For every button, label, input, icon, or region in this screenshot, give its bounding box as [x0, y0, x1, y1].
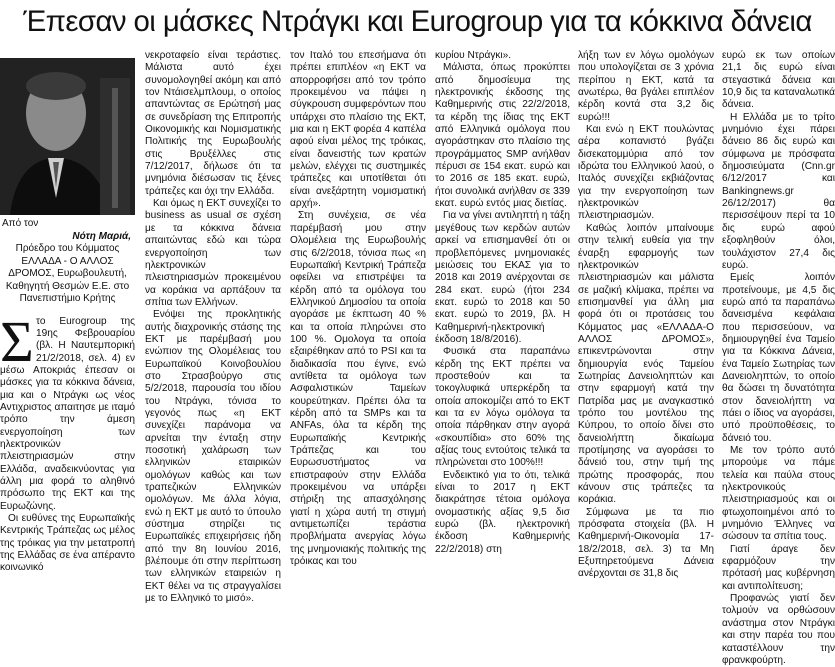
paragraph: Εμείς λοιπόν προτείνουμε, με 4,5 δις ευρώ από τα παραπάνω δανεισμένα κεφάλαια που περισσεύουν, να δημιουργηθεί ένα Ταμείο για τα Κόκκινα Δάνεια, ένα Ταμείο Σωτηρίας των Δανειοληπτών, το οποίο θα δώσει τη δυνατότητα στον δανειολήπτη να πάει ο ίδιος να αγοράσει, υπό προϋποθέσεις, το δάνειό του. — [722, 272, 835, 444]
paragraph: λήξη των εν λόγω ομολόγων που υπολογίζεται σε 3 χρόνια περίπου η ΕΚΤ, κατά τα ανωτέρω, θα βγάλει επιπλέον κέρδη κοντά στα 3,2 δις ευρώ!!! — [578, 50, 714, 123]
author-portrait-icon — [0, 58, 135, 215]
headline: Έπεσαν οι μάσκες Ντράγκι και Eurogroup για τα κόκκινα δάνεια — [23, 5, 812, 38]
paragraph: ευρώ εκ των οποίων 21,1 δις ευρώ είναι στεγαστικά δάνεια και 10,9 δις τα καταναλωτικά δάνεια. — [722, 50, 835, 111]
paragraph: το Eurogroup της 19ης Φεβρουαρίου (βλ. Η Ναυτεμπορική 21/2/2018, σελ. 4) εν μέσω Αποκριάς έπεσαν οι μάσκες για τα κόκκινα δάνεια, μια και ο Ντράγκι ως νέος Αντιχριστος απαιτησε με ιταμό τρόπο την άμεση ενεργοποίηση των ηλεκτρονικών πλειστηριασμών στην Ελλάδα, αναδεικνύοντας για άλλη μια φορά το αληθινό πρόσωπο της ΕΚΤ και της Ευρωζώνης. — [0, 315, 135, 512]
paragraph: Γιατί άραγε δεν εφαρμόζουν την πρότασή μας κυβέρνηση και αντιπολίτευση; — [722, 543, 835, 592]
paragraph: Για να γίνει αντιληπτή η τάξη μεγέθους των κερδών αυτών αρκεί να επισημανθεί ότι οι προβλεπόμενες μνημονιακές μειώσεις του ΕΚΑΣ για το 2018 και 2019 ανέρχονται σε 284 εκατ. ευρώ (ήτοι 234 εκατ. ευρώ το 2018 και 50 εκατ. ευρώ το 2019, βλ. Η Καθημερινή-ηλεκτρονική έκδοση 18/8/2016). — [435, 210, 570, 345]
paragraph: Μάλιστα, όπως προκύπτει από δημοσίευμα της ηλεκτρονικής έκδοσης της Καθημερινής στις 22/2/2018, τα κέρδη της ίδιας της ΕΚΤ από Ελληνικά ομόλογα που αγοράστηκαν στο πλαίσιο της προγράμματος SMP ανήλθαν πέρυσι σε 154 εκατ. ευρώ και το 2016 σε 185 εκατ. ευρώ, ήτοι συνολικά ανήλθαν σε 339 εκατ. ευρώ εντός μιας διετίας. — [435, 62, 570, 210]
column-4 — [435, 50, 570, 599]
article-start — [0, 308, 135, 575]
column-3 — [290, 50, 426, 599]
paragraph: Και όμως η ΕΚΤ συνεχίζει το business as usual σε σχέση με τα κόκκινα δάνεια απαιτώντας εδώ και τώρα ενεργοποίηση των ηλεκτρονικών πλειστηριασμών προκειμένου να κοράκια να αρπάξουν τα σπίτια των Ελλήνων. — [145, 198, 281, 308]
paragraph: τον Ιταλό του επεσήμανα ότι πρέπει επιπλέον «η ΕΚΤ να απορροφήσει από τον τρόπο προκειμένου να πάψει η σύγκρουση συμφερόντων που υπάρχει στο πλαίσιο της ΕΚΤ, μια και η ΕΚΤ φορέα 4 καπέλα αφού είναι μέλος της τρόικας, είναι δανειστής των κρατών μελών, ελέγχει τις συστημικές τράπεζες και υποτίθεται ότι είναι ανεξάρτητη νομισματική αρχή». — [290, 50, 426, 210]
paragraph: Σύμφωνα με τα πιο πρόσφατα στοιχεία (βλ. Η Καθημερινή-Οικονομία 17-18/2/2018, σελ. 3) τα Μη Εξυπηρετούμενα Δάνεια ανέρχονται σε 31,8 δις — [578, 506, 714, 580]
paragraph: Με τον τρόπο αυτό μπορούμε να πάμε τελεία και παύλα στους ηλεκτρονικούς πλειστηριασμούς και οι φτωχοποιημένοι από το μνημόνιο Έλληνες να σώσουν τα σπίτια τους. — [722, 445, 835, 543]
paragraph: Στη συνέχεια, σε νέα παρέμβασή μου στην Ολομέλεια της Ευρωβουλής στις 6/2/2018, τόνισα πως «η Ευρωπαϊκή Κεντρική Τράπεζα οφείλει να επιστρέψει τα κέρδη από τα ομόλογα του Ελληνικού Δημοσίου τα οποία αγοράσε με έκπτωση 40 % και τα οποία πληρώνει στο 100 %. Ομολογα τα οποία εξαιρέθηκαν από το PSI και τα διαδικασία που έγινε, ενώ αντίθετα τα ομόλογα των Ασφαλιστικών Ταμείων κουρεύτηκαν. Πρέπει όλα τα κέρδη από τα SMPs και τα ANFAs, όλα τα κέρδη της Ευρωπαϊκής Κεντρικής Τράπεζας και του Ευρωσυστήματος να επιστραφούν στην Ελλάδα προκειμένου να υπάρξει στήριξη της απασχόλησης γιατί η χώρα αυτή τη στιγμή αντιμετωπίζει τεράστια προβλήματα ανεργίας λόγω της μνημονιακής πολιτικής της τρόικας και του — [290, 210, 426, 568]
paragraph: Προφανώς γιατί δεν τολμούν να ορθώσουν ανάστημα στον Ντράγκι και στην παρέα του που καταστέλλουν την φρανκφούρτη. — [722, 593, 835, 666]
paragraph: Οι ευθύνες της Ευρωπαϊκής Κεντρικής Τράπεζας ως μέλος της τρόικας για την μετατροπή της Ελλάδας σε ένα απέραντο κοινωνικό — [0, 513, 135, 574]
paragraph: Και ενώ η ΕΚΤ πουλώντας αέρα κοπανιστό βγάζει δισεκατομμύρια από τον ιδρώτα του Ελληνικού λαού, ο Ιταλός συνεχίζει εκβιάζοντας για την ενεργοποίηση των ηλεκτρονικών πλειστηριασμών. — [578, 124, 714, 222]
author-role: Πρόεδρο του Κόμματος ΕΛΛΑΔΑ - Ο ΑΛΛΟΣ ΔΡΟΜΟΣ, Ευρωβουλευτή, Καθηγητή Θεσμών Ε.Ε. στο Πανεπιστήμιο Κρήτης — [5, 243, 130, 304]
paragraph: Φυσικά στα παραπάνω κέρδη της ΕΚΤ πρέπει να προστεθούν και τα τοκογλυφικά υπερκέρδη τα οποία αποκομίζει από το ΕΚΤ και τα εν λόγω ομόλογα τα οποία πάρθηκαν στην αγορά «σκουπίδια» στο 60% της αξίας τους εντούτοις τελικά τα πληρώνεται στο 100%!!! — [435, 346, 570, 469]
paragraph: Καθώς λοιπόν μπαίνουμε στην τελική ευθεία για την έναρξη εφαρμογής των ηλεκτρονικών πλειστηριασμών και μάλιστα σε μαζική κλίμακα, πρέπει να επισημανθεί για άλλη μια φορά ότι οι προτάσεις του Κόμματος μας «ΕΛΛΑΔΑ-Ο ΑΛΛΟΣ ΔΡΟΜΟΣ», επικεντρώνονται στην δημιουργία ενός Ταμείου Σωτηρίας Δανειοληπτών και στην εφαρμογή κατά την Πατρίδα μας με αναγκαστικό τρόπο του μοντέλου της Κύπρου, το οποίο δίνει στο δανειολήπτη δικαίωμα προτίμησης να αγοράσει το δάνειό του, στην τιμή της πρώτης προσφοράς, που κάνουν στις τράπεζες τα κοράκια. — [578, 222, 714, 506]
paragraph: νεκροταφείο είναι τεράστιες. Μάλιστα αυτό έχει συνομολογηθεί ακόμη και από τον Ντάισελμπλουμ, ο οποίος απαντώντας σε Ερώτησή μας σε συνεδρίαση της Επιτροπής Οικονομικής και Νομισματικής Πολιτικής της Ευρωβουλής στις Βρυξέλλες στις 7/12/2017, δήλωσε ότι τα μνημόνια διέσωσαν τις ξένες τράπεζες και όχι την Ελλάδα. — [145, 50, 281, 197]
paragraph: Ενδεικτικό για το ότι, τελικά είναι το 2017 η ΕΚΤ διακράτησε τέτοια ομόλογα ονομαστικής αξίας 9,5 δισ ευρώ (βλ. ηλεκτρονική έκδοση Καθημερινής 22/2/2018) στη — [435, 469, 570, 555]
caption-from: Από τον — [2, 218, 39, 229]
column-6 — [722, 50, 835, 666]
paragraph: Η Ελλάδα με το τρίτο μνημόνιο έχει πάρει δάνειο 86 δις ευρώ και σύμφωνα με πρόσφατα δημοσιεύματα (Cnn.gr 6/12/2017 και Bankingnews.gr 26/12/2017) θα περισσέψουν περί τα 10 δις ευρώ αφού εξοφληθούν όλοι, τουλάχιστον 27,4 δις ευρώ. — [722, 111, 835, 271]
author-name: Νότη Μαριά, — [72, 231, 131, 242]
column-5 — [578, 50, 714, 599]
paragraph: Ενόψει της προκλητικής αυτής διαχρονικής στάσης της ΕΚΤ με παρέμβασή μου ενώπιον της Ολομέλειας του Ευρωπαϊκού Κοινοβουλίου στο Στρασβούργο στις 5/2/2018, παρουσία του ιδίου του Ντράγκι, τόνισα το γεγονός πως «η ΕΚΤ συνεχίζει παράνομα να αρνείται την ένταξη στην ποσοτική χαλάρωση των ελληνικών εταιρικών ομολόγων καθώς και των τραπεζικών Ελληνικών ομολόγων. Με άλλα λόγια, ενώ η ΕΚΤ με αυτό το ύπουλο σύστημα στηρίζει τις Ευρωπαϊκές επιχειρήσεις ήδη από την 8η Ιουνίου 2016, βλέπουμε ότι στην περίπτωση των ελληνικών εταιρειών η ΕΚΤ θέλει να τις στραγγαλίσει με το Ελληνικό το μισό». — [145, 309, 281, 605]
dropcap: Σ — [0, 308, 34, 374]
author-photo — [0, 58, 135, 215]
column-1 — [0, 50, 135, 599]
column-2 — [145, 50, 281, 605]
paragraph: κυρίου Ντράγκι». — [435, 50, 512, 61]
